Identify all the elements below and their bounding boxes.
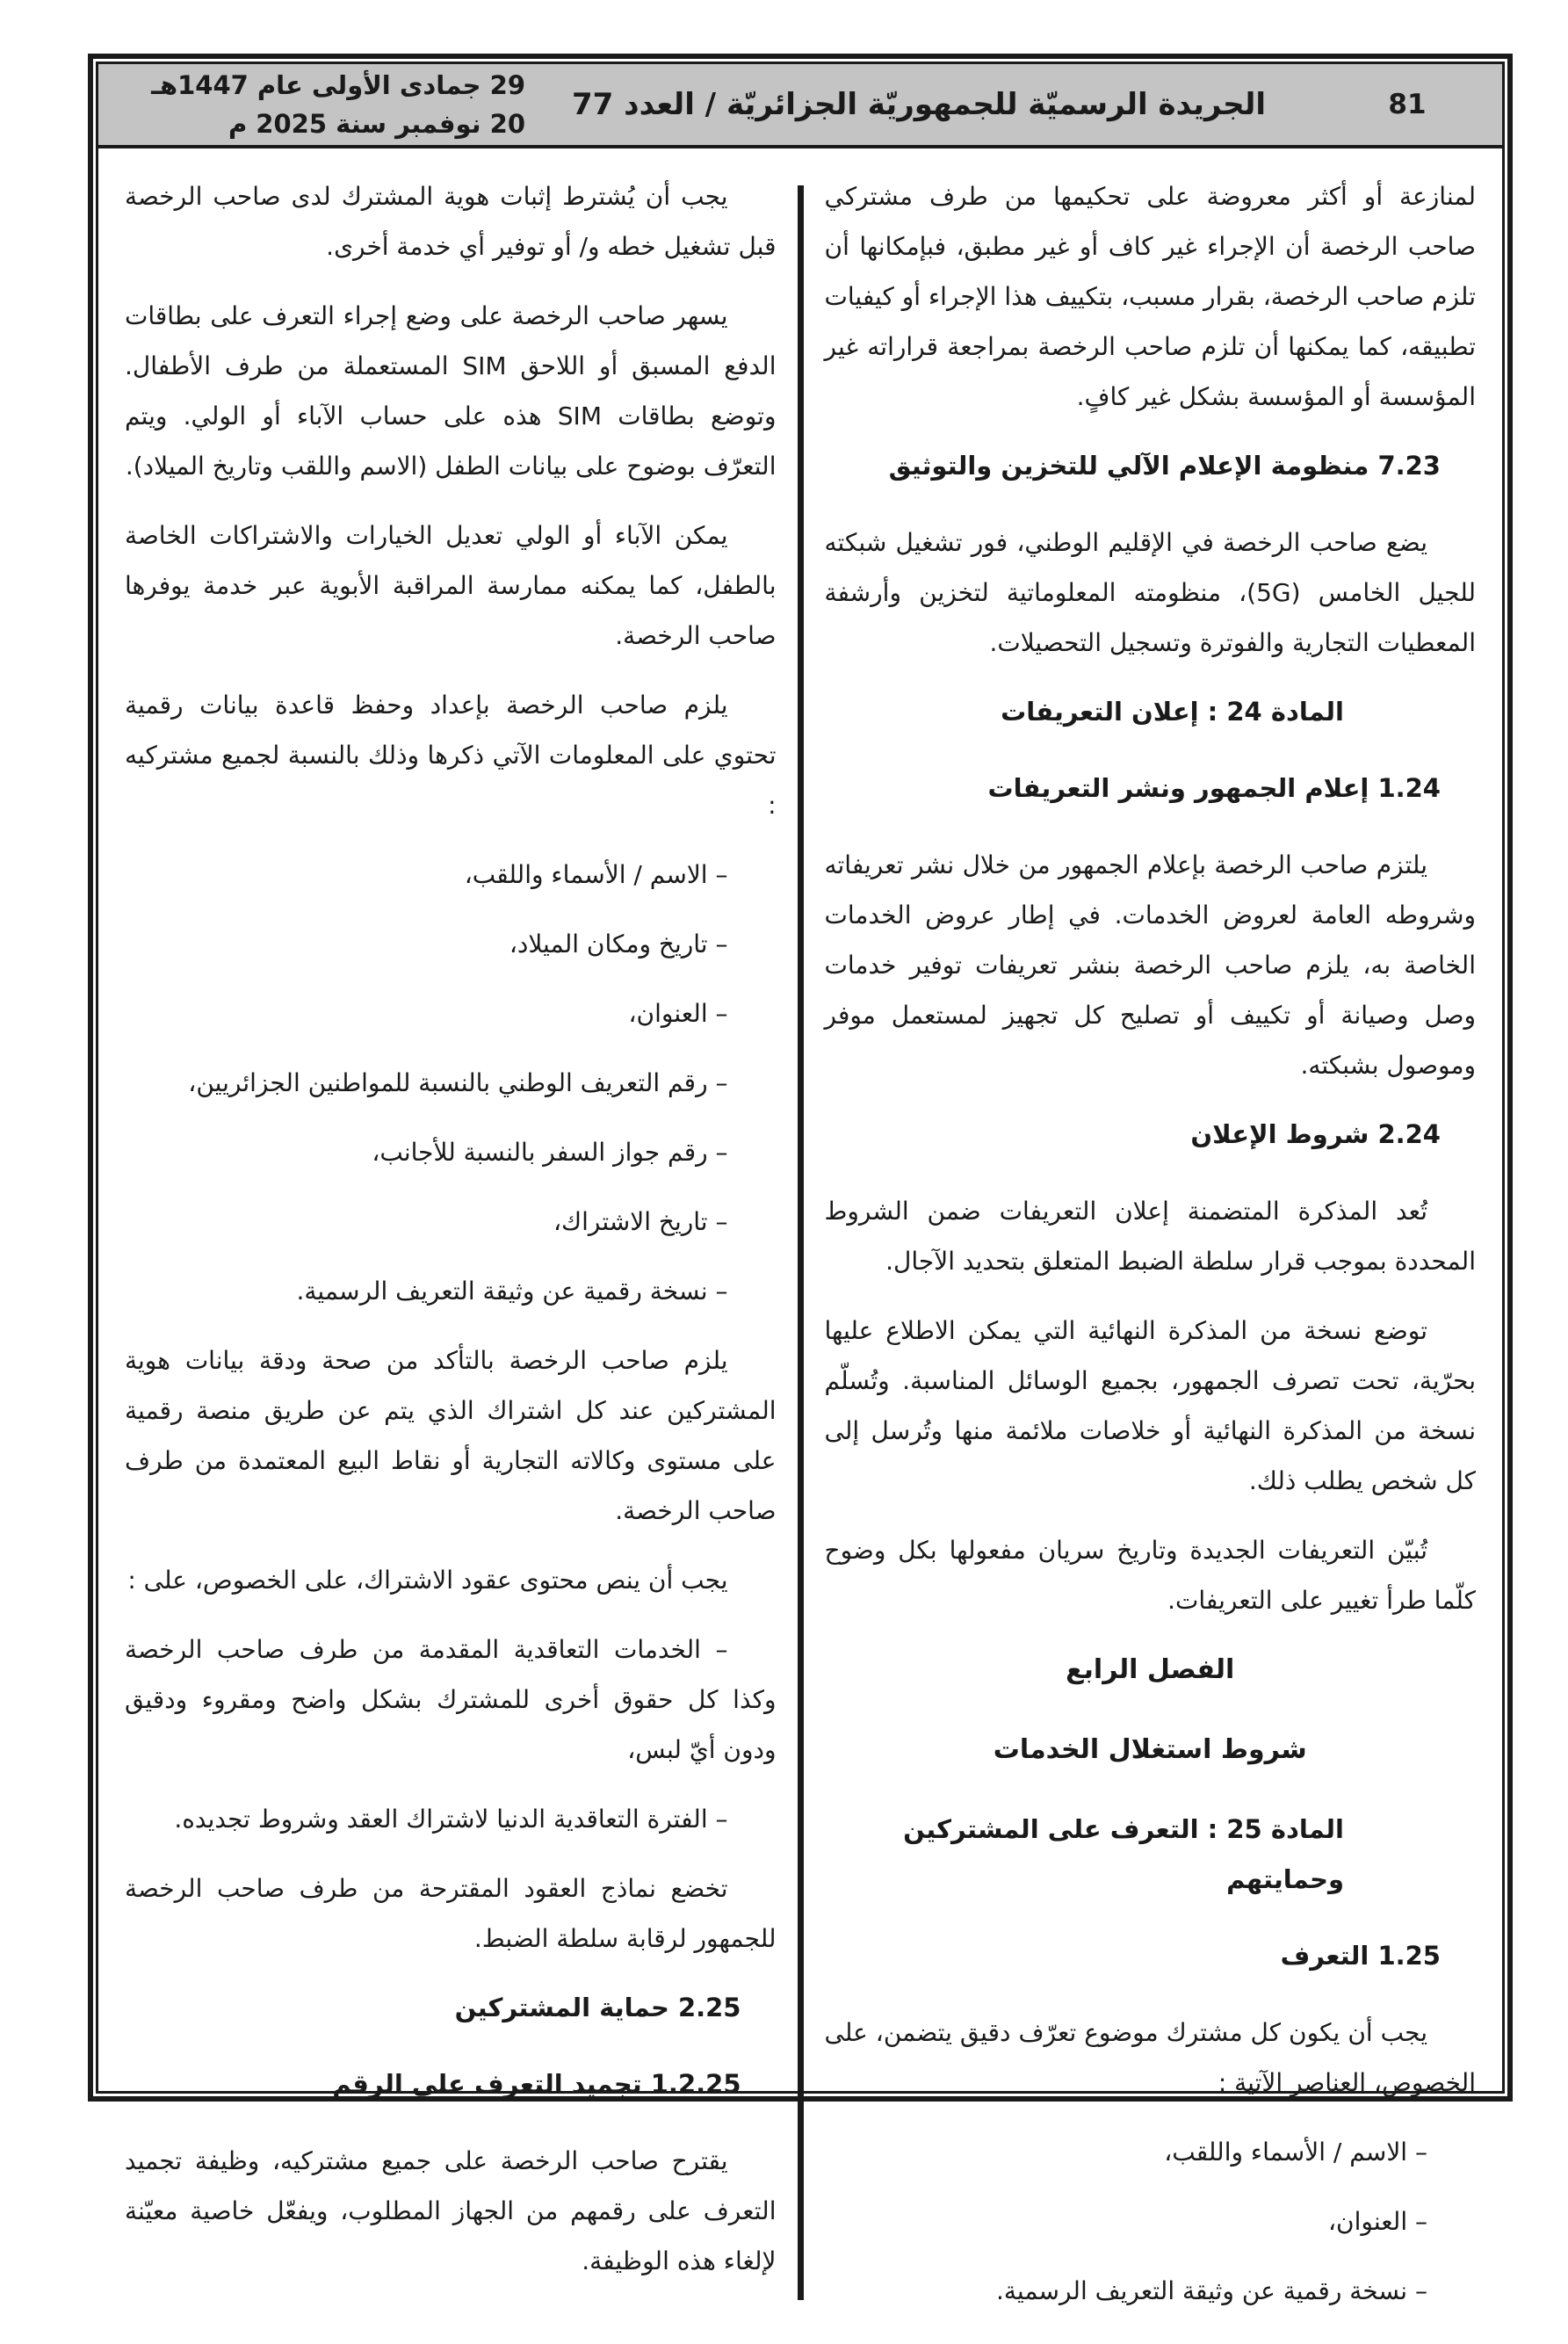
- list-item: – العنوان،: [628, 999, 728, 1028]
- paragraph: يلزم صاحب الرخصة بالتأكد من صحة ودقة بيانات هوية المشتركين عند كل اشتراك الذي يتم عن طريق منصة رقمية على مستوى وكالاته التجارية أو نقاط البيع المعتمدة من طرف صاحب الرخصة.: [125, 1346, 777, 1525]
- list-item: – الاسم / الأسماء واللقب،: [1164, 2138, 1427, 2167]
- paragraph: يجب أن يُشترط إثبات هوية المشترك لدى صاحب الرخصة قبل تشغيل خطه و/ أو توفير أي خدمة أخرى.: [125, 182, 777, 261]
- paragraph: يضع صاحب الرخصة في الإقليم الوطني، فور تشغيل شبكته للجيل الخامس (5G)، منظومته المعلوماتية لتخزين وأرشفة المعطيات التجارية والفوترة وتسجيل التحصيلات.: [824, 528, 1476, 657]
- date-gregorian: 20 نوفمبر سنة 2025 م: [228, 109, 525, 139]
- column-right: [804, 171, 1498, 2335]
- paragraph: يسهر صاحب الرخصة على وضع إجراء التعرف على بطاقات الدفع المسبق أو اللاحق SIM المستعملة من طرف الأطفال. وتوضع بطاقات SIM هذه على حساب الآباء أو الولي. ويتم التعرّف بوضوح على بيانات الطفل (الاسم واللقب وتاريخ الميلاد).: [125, 301, 777, 481]
- article-heading: المادة 24 : إعلان التعريفات: [1001, 697, 1344, 727]
- section-heading: 2.24 شروط الإعلان: [1190, 1119, 1441, 1149]
- list-item: – الخدمات التعاقدية المقدمة من طرف صاحب الرخصة وكذا كل حقوق أخرى للمشترك بشكل واضح ومقروء ودقيق ودون أيّ لبس،: [125, 1635, 777, 1764]
- paragraph: يقترح صاحب الرخصة على جميع مشتركيه، وظيفة تجميد التعرف على رقمهم من الجهاز المطلوب، ويفعّل خاصية معيّنة لإلغاء هذه الوظيفة.: [125, 2146, 777, 2275]
- list-item: – رقم التعريف الوطني بالنسبة للمواطنين الجزائريين،: [188, 1068, 728, 1097]
- list-item: – تاريخ الاشتراك،: [553, 1207, 728, 1236]
- section-heading: 1.2.25 تجميد التعرف على الرقم: [332, 2069, 741, 2099]
- page-content: [98, 148, 1502, 2344]
- paragraph: يجب أن يكون كل مشترك موضوع تعرّف دقيق يتضمن، على الخصوص، العناصر الآتية :: [824, 2018, 1476, 2097]
- column-left: [104, 171, 798, 2335]
- article-heading: المادة 25 : التعرف على المشتركين وحمايتهم: [903, 1814, 1344, 1894]
- chapter-heading: الفصل الرابع: [1066, 1654, 1235, 1685]
- list-item: – تاريخ ومكان الميلاد،: [509, 930, 728, 959]
- section-heading: 2.25 حماية المشتركين: [454, 1993, 741, 2022]
- page-number: 81: [1388, 89, 1427, 120]
- masthead: [98, 64, 1502, 148]
- journal-title: الجريدة الرسميّة للجمهوريّة الجزائريّة / العدد 77: [571, 87, 1266, 122]
- chapter-heading: شروط استغلال الخدمات: [993, 1734, 1307, 1765]
- list-item: – العنوان،: [1327, 2207, 1427, 2236]
- paragraph: تخضع نماذج العقود المقترحة من طرف صاحب الرخصة للجمهور لرقابة سلطة الضبط.: [125, 1874, 777, 1953]
- paragraph: يلزم صاحب الرخصة بإعداد وحفظ قاعدة بيانات رقمية تحتوي على المعلومات الآتي ذكرها وذلك بالنسبة لجميع مشتركيه :: [125, 691, 777, 820]
- page-frame-inner: [96, 61, 1505, 2305]
- paragraph: تُعد المذكرة المتضمنة إعلان التعريفات ضمن الشروط المحددة بموجب قرار سلطة الضبط المتعلق بتحديد الآجال.: [824, 1197, 1476, 1276]
- paragraph: تُبيّن التعريفات الجديدة وتاريخ سريان مفعولها بكل وضوح كلّما طرأ تغيير على التعريفات.: [824, 1536, 1476, 1615]
- date-hijri: 29 جمادى الأولى عام 1447هـ: [151, 70, 525, 100]
- section-heading: 1.25 التعرف: [1280, 1941, 1441, 1971]
- column-divider: [798, 185, 804, 2300]
- page-frame: [88, 54, 1513, 2305]
- list-item: – الاسم / الأسماء واللقب،: [464, 860, 728, 889]
- section-heading: 1.24 إعلام الجمهور ونشر التعريفات: [987, 773, 1441, 803]
- issue-dates: [98, 66, 525, 143]
- list-item: – الفترة التعاقدية الدنيا لاشتراك العقد وشروط تجديده.: [174, 1805, 728, 1834]
- section-heading: 7.23 منظومة الإعلام الآلي للتخزين والتوثيق: [888, 451, 1441, 481]
- list-item: – رقم جواز السفر بالنسبة للأجانب،: [372, 1138, 728, 1167]
- list-item: – نسخة رقمية عن وثيقة التعريف الرسمية.: [995, 2276, 1427, 2305]
- paragraph: توضع نسخة من المذكرة النهائية التي يمكن الاطلاع عليها بحرّية، تحت تصرف الجمهور، بجميع الوسائل المناسبة. وتُسلّم نسخة من المذكرة النهائية أو خلاصات ملائمة منها وتُرسل إلى كل شخص يطلب ذلك.: [824, 1316, 1476, 1495]
- paragraph: يمكن الآباء أو الولي تعديل الخيارات والاشتراكات الخاصة بالطفل، كما يمكنه ممارسة المراقبة الأبوية عبر خدمة يوفرها صاحب الرخصة.: [125, 521, 777, 650]
- list-item: – نسخة رقمية عن وثيقة التعريف الرسمية.: [296, 1277, 728, 1306]
- paragraph: يلتزم صاحب الرخصة بإعلام الجمهور من خلال نشر تعريفاته وشروطه العامة لعروض الخدمات. في إطار عروض الخدمات الخاصة به، يلزم صاحب الرخصة بنشر تعريفات توفير خدمات وصل وصيانة أو تكييف أو تصليح كل تجهيز لمستعمل موفر وموصول بشبكته.: [824, 850, 1476, 1080]
- paragraph: يجب أن ينص محتوى عقود الاشتراك، على الخصوص، على :: [127, 1566, 728, 1595]
- paragraph: لمنازعة أو أكثر معروضة على تحكيمها من طرف مشتركي صاحب الرخصة أن الإجراء غير كاف أو غير مطبق، فبإمكانها أن تلزم صاحب الرخصة، بقرار مسبب، بتكييف هذا الإجراء أو كيفيات تطبيقه، كما يمكنها أن تلزم صاحب الرخصة بمراجعة قراراته غير المؤسسة أو المؤسسة بشكل غير كافٍ.: [824, 182, 1476, 411]
